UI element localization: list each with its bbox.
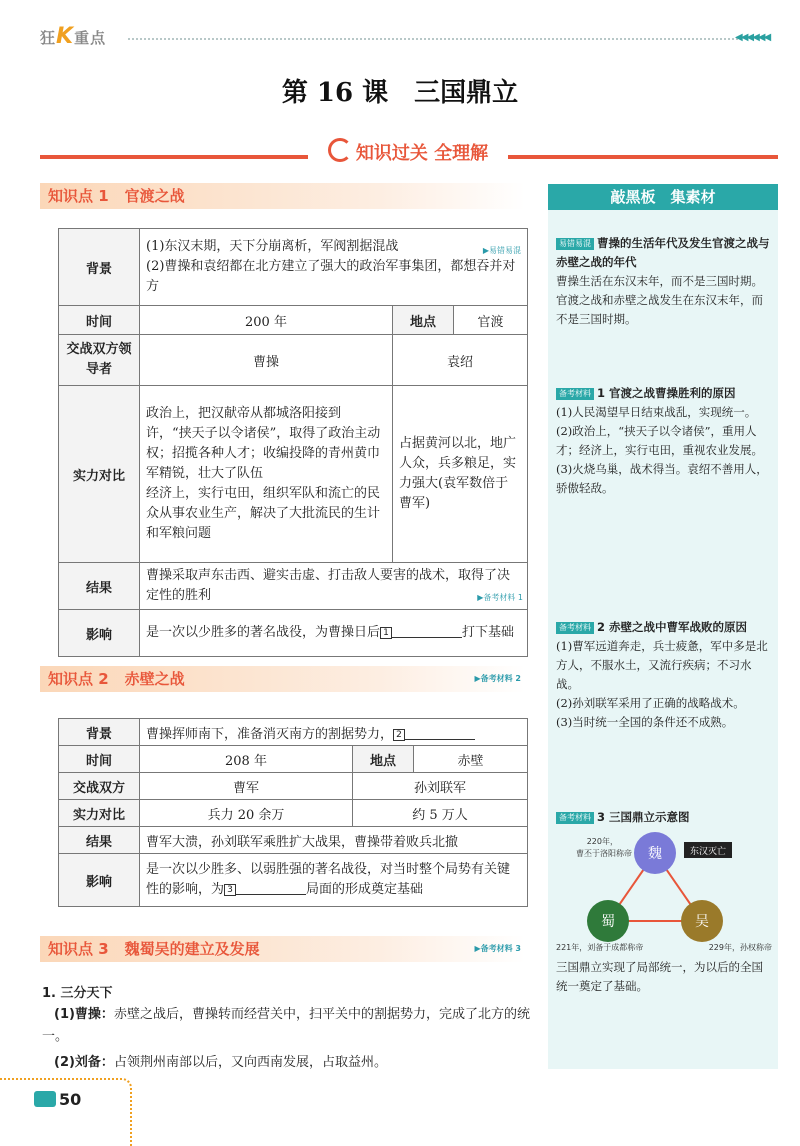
row-header: 背景	[59, 229, 140, 306]
box-title: 曹操的生活年代及发生官渡之战与赤壁之战的年代	[556, 236, 770, 269]
table-row	[59, 800, 528, 827]
paragraph-text: 赤壁之战后，曹操转而经营关中，扫平关中的割据势力，完成了北方的统一。	[42, 1007, 530, 1044]
sidebar-box-1	[556, 234, 772, 329]
shu-label: 蜀	[601, 914, 615, 930]
side-b: 袁绍	[393, 335, 528, 386]
section-header-3: 知识点 3 魏蜀吴的建立及发展 ▶备考材料 3	[40, 936, 525, 962]
effect-text: 是一次以少胜多的著名战役，为曹操日后	[146, 625, 381, 640]
wei-note: 曹丕于洛阳称帝	[576, 849, 632, 858]
wu-note: 229年，孙权称帝	[708, 943, 772, 952]
row-header: 地点	[353, 746, 414, 773]
row-header: 交战双方	[59, 773, 140, 800]
time-value: 200 年	[140, 306, 393, 335]
row-header: 背景	[59, 719, 140, 746]
blank-number: 1	[380, 627, 392, 639]
blank-number: 3	[224, 884, 236, 896]
row-header: 时间	[59, 746, 140, 773]
list-item: (3)火烧乌巢，战术得当。袁绍不善用人，骄傲轻敌。	[556, 462, 768, 495]
row-header: 实力对比	[59, 386, 140, 563]
fill-blank[interactable]	[405, 727, 475, 740]
wu-label: 吴	[695, 914, 709, 930]
section-banner: 知识过关 全理解	[308, 138, 508, 165]
row-header: 时间	[59, 306, 140, 335]
table-row	[59, 229, 528, 306]
table-row	[59, 335, 528, 386]
side-b: 孙刘联军	[353, 773, 528, 800]
row-header: 地点	[393, 306, 454, 335]
sidebar-box-3	[556, 618, 772, 732]
list-item: (1)曹军远道奔走，兵士疲惫，军中多是北方人，不服水土，又流行疾病；不习水战。	[556, 639, 768, 691]
list-item: (1)人民渴望早日结束战乱，实现统一。	[556, 405, 757, 419]
tag-badge: 备考材料	[556, 388, 594, 400]
banner-rule-left	[40, 155, 310, 159]
shu-note: 221年，刘备于成都称帝	[556, 943, 644, 952]
swirl-icon	[328, 138, 352, 162]
ref-tag: ▶易错易混	[482, 246, 521, 255]
banner-rule-right	[506, 155, 778, 159]
table-guandu	[58, 228, 528, 657]
table-row	[59, 827, 528, 854]
page-title: 第 16 课 三国鼎立	[281, 78, 519, 108]
table-row	[59, 773, 528, 800]
box-title: 1 官渡之战曹操胜利的原因	[597, 386, 736, 400]
paragraph-label: (1)曹操：	[54, 1007, 114, 1022]
paragraph-label: (2)刘备：	[54, 1055, 114, 1070]
row-header: 交战双方领导者	[59, 335, 140, 386]
table-row	[59, 746, 528, 773]
table-row	[59, 719, 528, 746]
power-a-economic: 经济上，实行屯田，组织军队和流亡的民众从事农业生产，解决了大批流民的生计和军粮问题	[146, 486, 381, 541]
tag-badge: 易错易混	[556, 238, 594, 250]
sidebar-title: 敲黑板 集素材	[548, 184, 778, 210]
ref-tag: ▶备考材料 3	[474, 944, 521, 953]
section-header-2: 知识点 2 赤壁之战 ▶备考材料 2	[40, 666, 525, 692]
result-text: 曹军大溃，孙刘联军乘胜扩大战果，曹操带着败兵北撤	[140, 827, 528, 854]
brand-logo: 狂K重点	[40, 24, 107, 49]
list-item: (2)孙刘联军采用了正确的战略战术。	[556, 696, 745, 710]
fill-blank[interactable]	[236, 882, 306, 895]
table-row	[59, 563, 528, 610]
sidebar-box-4-text: 三国鼎立实现了局部统一，为以后的全国统一奠定了基础。	[556, 960, 763, 993]
row-header: 实力对比	[59, 800, 140, 827]
row-header: 结果	[59, 827, 140, 854]
row-header: 结果	[59, 563, 140, 610]
blank-number: 2	[393, 729, 405, 741]
paragraph-text: 占领荆州南部以后，又向西南发展，占取益州。	[113, 1055, 387, 1070]
effect-text-end: 打下基础	[462, 625, 515, 640]
paragraph-liubei	[42, 1052, 532, 1074]
list-item: (2)政治上，“挟天子以令诸侯”，重用人才；经济上，实行屯田，重视农业发展。	[556, 424, 763, 457]
ref-tag: ▶备考材料 1	[477, 593, 523, 602]
background-text: 曹操挥师南下，准备消灭南方的割据势力，	[146, 726, 394, 742]
box-title: 2 赤壁之战中曹军战败的原因	[597, 620, 748, 634]
han-end-label: 东汉灭亡	[689, 847, 727, 857]
paragraph-caocao	[42, 1004, 532, 1048]
effect-text-end: 局面的形成奠定基础	[306, 882, 424, 897]
effect-text: 是一次以少胜多、以弱胜强的著名战役，对当时整个局势有关键性的影响，为	[146, 862, 511, 897]
list-item: (3)当时统一全国的条件还不成熟。	[556, 715, 734, 729]
tag-badge: 备考材料	[556, 622, 594, 634]
power-a-political: 政治上，把汉献帝从都城洛阳接到许，“挟天子以令诸侯”，取得了政治主动权；招揽各种人才；收编投降的青州黄巾军精锐，壮大了队伍	[146, 406, 381, 481]
box-text: 曹操生活在东汉末年，而不是三国时期。官渡之战和赤壁之战发生在东汉末年，而不是三国时期。	[556, 274, 763, 326]
place-value: 赤壁	[414, 746, 528, 773]
tag-badge: 备考材料	[556, 812, 594, 824]
side-a: 曹操	[140, 335, 393, 386]
wei-label: 魏	[648, 846, 662, 862]
side-a: 曹军	[140, 773, 353, 800]
book-icon	[34, 1091, 56, 1107]
table-chibi	[58, 718, 528, 907]
power-a: 兵力 20 余万	[140, 800, 353, 827]
ref-tag: ▶备考材料 2	[474, 674, 521, 683]
section-header-1: 知识点 1 官渡之战	[40, 183, 525, 209]
table-row	[59, 854, 528, 907]
arrows-icon: ◀◀◀◀◀◀	[735, 32, 770, 43]
sidebar-box-2	[556, 384, 772, 498]
table-row	[59, 610, 528, 657]
table-row	[59, 386, 528, 563]
table-row	[59, 306, 528, 335]
three-kingdoms-diagram	[552, 828, 776, 958]
wei-note-year: 220年，	[586, 837, 618, 846]
header-dotted-line	[128, 38, 738, 40]
sidebar-box-4	[556, 808, 772, 827]
time-value: 208 年	[140, 746, 353, 773]
background-line-1: (1)东汉末期，天下分崩离析，军阀割据混战	[146, 239, 399, 254]
row-header: 影响	[59, 610, 140, 657]
background-line-2: (2)曹操和袁绍都在北方建立了强大的政治军事集团，都想吞并对方	[146, 259, 516, 294]
fill-blank[interactable]	[392, 625, 462, 638]
row-header: 影响	[59, 854, 140, 907]
page-number: 50	[34, 1090, 81, 1109]
corner-decoration	[0, 1078, 132, 1146]
place-value: 官渡	[454, 306, 528, 335]
subheading: 1. 三分天下	[42, 986, 113, 1001]
power-b: 约 5 万人	[353, 800, 528, 827]
box-title: 3 三国鼎立示意图	[597, 810, 690, 824]
power-b: 占据黄河以北，地广人众，兵多粮足，实力强大(袁军数倍于曹军)	[393, 386, 528, 563]
result-text: 曹操采取声东击西、避实击虚、打击敌人要害的战术，取得了决定性的胜利	[146, 568, 511, 603]
